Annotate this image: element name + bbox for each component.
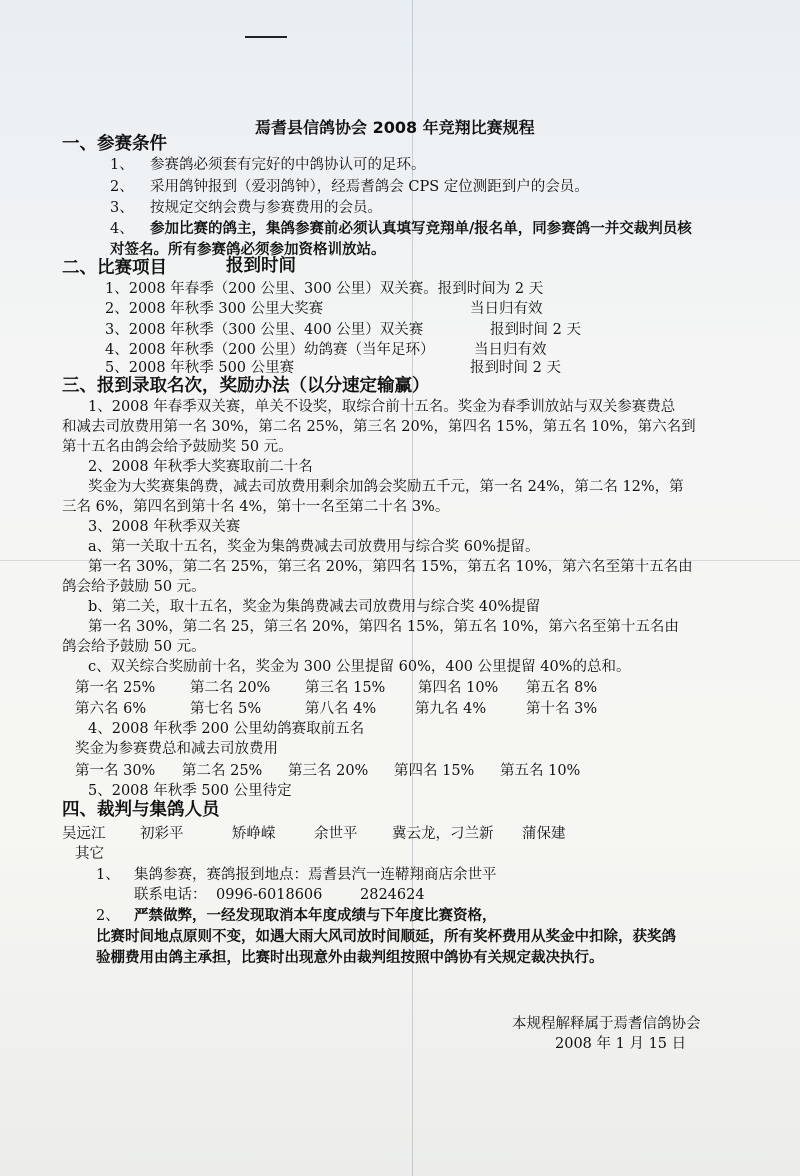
s3-para-3-line-2: a、第一关取十五名，奖金为集鸽费减去司放费用与综合奖 60%提留。 (88, 539, 540, 555)
s2-row-2: 2、2008 年秋季 300 公里大奖赛 (105, 301, 324, 317)
s1-item-4: 参加比赛的鸽主，集鸽参赛前必须认真填写竞翔单/报名单，同参赛鸽一并交裁判员核 (150, 220, 692, 237)
s1-item-4-continued: 对签名。所有参赛鸽必须参加资格训放站。 (110, 241, 386, 258)
s3-para-3-line-8: c、双关综合奖励前十名，奖金为 300 公里提留 60%，400 公里提留 40%的总和。 (88, 659, 631, 675)
section-2-heading: 二、比赛项目 (62, 258, 167, 278)
document-title: 焉耆县信鸽协会 2008 年竞翔比赛规程 (255, 118, 535, 137)
s2-row-2-time: 当日归有效 (470, 301, 543, 317)
s3-para-2-line-1: 2、2008 年秋季大奖赛取前二十名 (88, 459, 313, 475)
s3-para-3-line-6: 第一名 30%，第二名 25，第三名 20%，第四名 15%，第五名 10%，第六名至第十五名由 (88, 619, 679, 635)
s1-item-2: 采用鸽钟报到（爱羽鸽钟），经焉耆鸽会 CPS 定位测距到户的会员。 (150, 179, 589, 195)
award-row-2-cell: 第十名 3% (526, 701, 598, 717)
s3-para-1-line-2: 和减去司放费用第一名 30%，第二名 25%，第三名 20%，第四名 15%，第五名 10%，第六名到 (62, 419, 696, 435)
s3-para-1-line-1: 1、2008 年春季双关赛，单关不设奖，取综合前十五名。奖金为春季训放站与双关参赛费总 (88, 399, 676, 415)
s3-para-3-line-3: 第一名 30%，第二名 25%，第三名 20%，第四名 15%，第五名 10%，第六名至第十五名由 (88, 559, 693, 575)
header-dash-mark (245, 36, 287, 38)
s1-item-1: 参赛鸽必须套有完好的中鸽协认可的足环。 (150, 157, 426, 173)
award-row-3-cell: 第四名 15% (394, 763, 475, 779)
s1-item-4-number: 4、 (110, 221, 134, 237)
phone-label: 联系电话： (134, 887, 207, 903)
s2-row-4: 4、2008 年秋季（200 公里）幼鸽赛（当年足环） (105, 342, 435, 358)
s1-item-1-number: 1、 (110, 157, 134, 173)
s3-para-3-line-4: 鸽会给予鼓励 50 元。 (62, 579, 206, 595)
s3-para-2-line-2: 奖金为大奖赛集鸽费，减去司放费用剩余加鸽会奖励五千元，第一名 24%，第二名 12%，第 (88, 479, 684, 495)
award-row-2-cell: 第六名 6% (75, 701, 147, 717)
closing-line-2: 验棚费用由鸽主承担，比赛时出现意外由裁判组按照中鸽协有关规定裁决执行。 (96, 949, 604, 966)
award-row-1-cell: 第四名 10% (418, 680, 499, 696)
award-row-3-cell: 第一名 30% (75, 763, 156, 779)
section-3-heading: 三、报到录取名次，奖励办法（以分速定输赢） (62, 376, 430, 396)
section-2-heading-time: 报到时间 (226, 256, 296, 276)
s3-para-5: 5、2008 年秋季 500 公里待定 (88, 783, 292, 799)
award-row-3-cell: 第二名 25% (182, 763, 263, 779)
other-item-1-number: 1、 (96, 867, 120, 883)
award-row-3-cell: 第五名 10% (500, 763, 581, 779)
s1-item-3: 按规定交纳会费与参赛费用的会员。 (150, 200, 382, 216)
award-row-2-cell: 第七名 5% (190, 701, 262, 717)
footer-issuer: 本规程解释属于焉耆信鸽协会 (512, 1016, 701, 1032)
s2-row-3-time: 报到时间 2 天 (490, 322, 581, 338)
judge-name: 冀云龙，刁兰新 (392, 826, 494, 842)
s2-row-1: 1、2008 年春季（200 公里、300 公里）双关赛。报到时间为 2 天 (105, 281, 544, 297)
footer-date: 2008 年 1 月 15 日 (555, 1036, 687, 1052)
judge-name: 蒲保建 (522, 826, 566, 842)
other-label: 其它 (75, 846, 104, 862)
s2-row-4-time: 当日归有效 (474, 342, 547, 358)
award-row-3-cell: 第三名 20% (288, 763, 369, 779)
s2-row-3: 3、2008 年秋季（300 公里、400 公里）双关赛 (105, 322, 424, 338)
s1-item-2-number: 2、 (110, 179, 134, 195)
s2-row-5: 5、2008 年秋季 500 公里赛 (105, 360, 295, 376)
other-item-1: 集鸽参赛，赛鸽报到地点：焉耆县汽一连鞯翔商店余世平 (134, 867, 497, 883)
award-row-2-cell: 第八名 4% (305, 701, 377, 717)
s3-para-4-line-1: 4、2008 年秋季 200 公里幼鸽赛取前五名 (88, 721, 365, 737)
phone-number-2: 2824624 (360, 887, 425, 903)
s3-para-2-line-3: 三名 6%，第四名到第十名 4%，第十一名至第二十名 3%。 (62, 499, 450, 515)
s3-para-1-line-3: 第十五名由鸽会给予鼓励奖 50 元。 (62, 439, 293, 455)
section-4-heading: 四、裁判与集鸽人员 (62, 800, 220, 820)
section-1-heading: 一、参赛条件 (62, 134, 167, 154)
award-row-1-cell: 第二名 20% (190, 680, 271, 696)
paper-fold-line (412, 0, 413, 1176)
judge-name: 矫峥嵘 (232, 826, 276, 842)
judge-name: 吴远江 (62, 826, 106, 842)
s3-para-3-line-1: 3、2008 年秋季双关赛 (88, 519, 241, 535)
s1-item-3-number: 3、 (110, 200, 134, 216)
s2-row-5-time: 报到时间 2 天 (470, 360, 561, 376)
phone-number-1: 0996-6018606 (216, 887, 323, 903)
judge-name: 初彩平 (140, 826, 184, 842)
s3-para-3-line-7: 鸽会给予鼓励 50 元。 (62, 639, 206, 655)
award-row-1-cell: 第一名 25% (75, 680, 156, 696)
s3-para-4-line-2: 奖金为参赛费总和减去司放费用 (75, 741, 278, 757)
other-item-2: 严禁做弊，一经发现取消本年度成绩与下年度比赛资格， (134, 907, 497, 924)
judge-name: 余世平 (314, 826, 358, 842)
award-row-1-cell: 第五名 8% (526, 680, 598, 696)
other-item-2-number: 2、 (96, 908, 120, 924)
award-row-2-cell: 第九名 4% (415, 701, 487, 717)
s3-para-3-line-5: b、第二关，取十五名，奖金为集鸽费减去司放费用与综合奖 40%提留 (88, 599, 541, 615)
closing-line-1: 比赛时间地点原则不变，如遇大雨大风司放时间顺延，所有奖杯费用从奖金中扣除，获奖鸽 (96, 928, 676, 945)
award-row-1-cell: 第三名 15% (305, 680, 386, 696)
